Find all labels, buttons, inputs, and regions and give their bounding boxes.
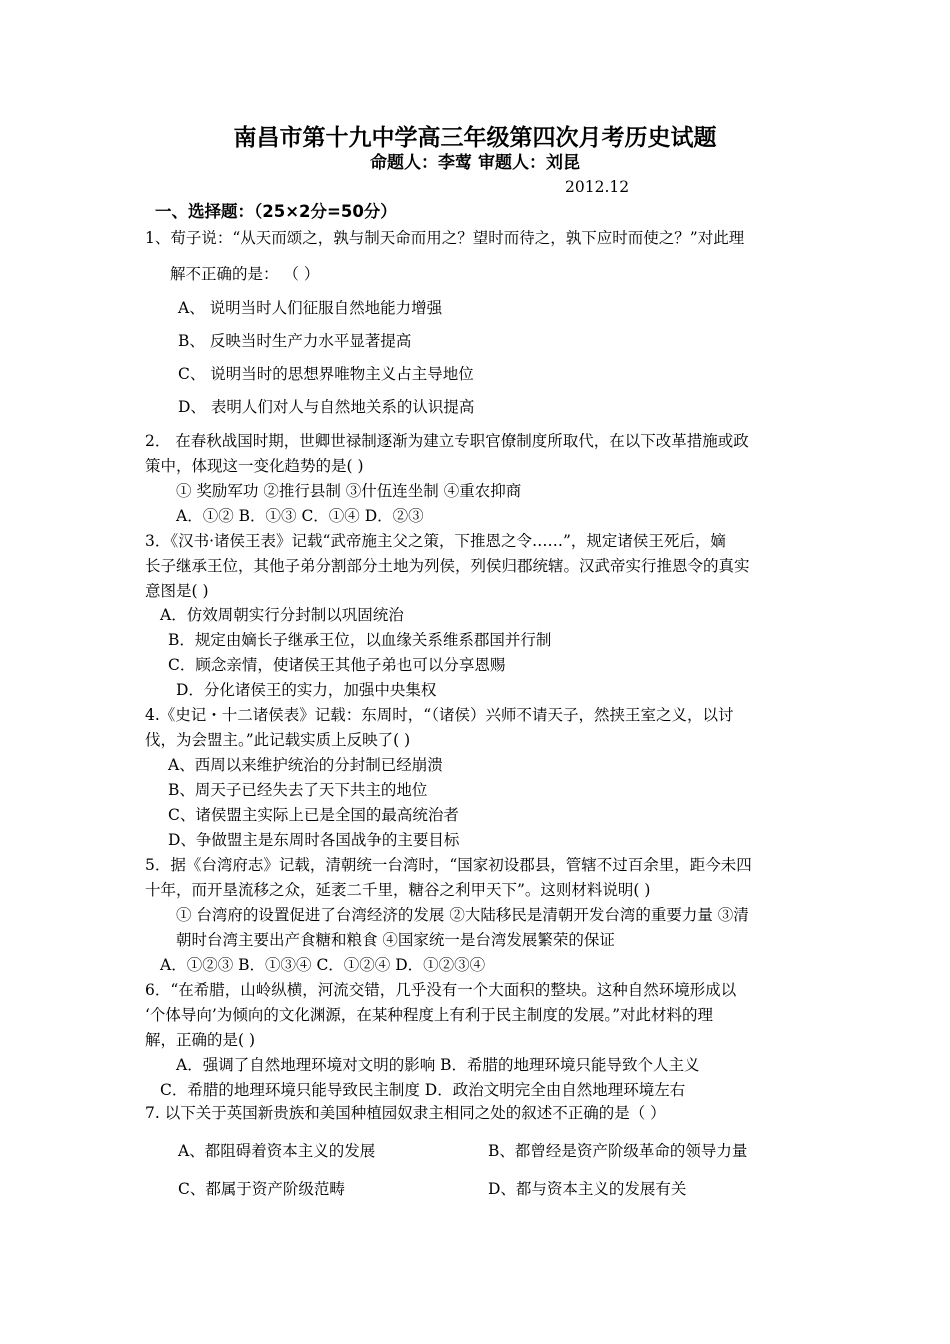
q5-items-line1: ① 台湾府的设置促进了台湾经济的发展 ②大陆移民是清朝开发台湾的重要力量 ③清 [176,906,749,924]
q3-option-b: B．规定由嫡长子继承王位，以血缘关系维系郡国并行制 [168,631,552,649]
q3-stem-line1: 3．《汉书·诸侯王表》记载“武帝施主父之策，下推恩之令……”，规定诸侯王死后，嫡 [145,532,726,550]
q3-option-c: C．顾念亲情，使诸侯王其他子弟也可以分享恩赐 [168,656,506,674]
q6-options-cd: C．希腊的地理环境只能导致民主制度 D．政治文明完全由自然地理环境左右 [160,1081,686,1099]
q4-option-d: D、争做盟主是东周时各国战争的主要目标 [168,831,460,849]
q7-option-a: A、都阻碍着资本主义的发展 [178,1142,376,1160]
q6-stem-line3: 解，正确的是( ) [145,1031,256,1049]
q1-stem-line2: 解不正确的是： （ ） [170,265,320,283]
q2-options: A．①② B．①③ C．①④ D．②③ [176,507,424,525]
q6-stem-line2: ‘个体导向’为倾向的文化渊源，在某种程度上有利于民主制度的发展。”对此材料的理 [145,1006,714,1024]
q4-option-b: B、周天子已经失去了天下共主的地位 [168,781,428,799]
q1-option-b: B、 反映当时生产力水平显著提高 [178,332,412,350]
q4-option-a: A、西周以来维护统治的分封制已经崩溃 [168,756,443,774]
q5-stem-line2: 十年，而开垦流移之众，延袤二千里，糖谷之利甲天下”。这则材料说明( ) [145,881,651,899]
q4-option-c: C、诸侯盟主实际上已是全国的最高统治者 [168,806,459,824]
exam-authors: 命题人：李莺 审题人：刘昆 [370,153,580,173]
q3-stem-line2: 长子继承王位，其他子弟分割部分土地为列侯，列侯归郡统辖。汉武帝实行推恩令的真实 [145,557,750,575]
q5-items-line2: 朝时台湾主要出产食糖和粮食 ④国家统一是台湾发展繁荣的保证 [176,931,615,949]
q1-option-d: D、 表明人们对人与自然地关系的认识提高 [178,398,475,416]
q4-stem-line1: 4.《史记・十二诸侯表》记载：东周时，“（诸侯）兴师不请天子，然挟王室之义，以讨 [145,706,734,724]
q6-stem-line1: 6．“在希腊，山岭纵横，河流交错，几乎没有一个大面积的整块。这种自然环境形成以 [145,981,737,999]
section-heading: 一、选择题：（25×2分=50分） [155,202,397,221]
q1-stem-line1: 1、荀子说：“从天而颂之，孰与制天命而用之？望时而待之，孰下应时而使之？”对此理 [145,229,745,247]
q3-option-d: D．分化诸侯王的实力，加强中央集权 [176,681,437,699]
q5-stem-line1: 5．据《台湾府志》记载，清朝统一台湾时，“国家初设郡县，管辖不过百余里，距今未四 [145,856,752,874]
exam-date: 2012.12 [565,178,630,196]
q7-option-d: D、都与资本主义的发展有关 [488,1180,687,1198]
q5-options: A．①②③ B．①③④ C．①②④ D．①②③④ [160,956,486,974]
exam-title: 南昌市第十九中学高三年级第四次月考历史试题 [233,125,717,151]
q3-stem-line3: 意图是( ) [145,582,209,600]
q2-stem-line2: 策中，体现这一变化趋势的是( ) [145,457,364,475]
q3-option-a: A．仿效周朝实行分封制以巩固统治 [160,606,404,624]
q7-stem: 7. 以下关于英国新贵族和美国种植园奴隶主相同之处的叙述不正确的是（ ） [145,1104,666,1122]
q4-stem-line2: 伐，为会盟主。”此记载实质上反映了( ) [145,731,411,749]
q2-items: ① 奖励军功 ②推行县制 ③什伍连坐制 ④重农抑商 [176,482,522,500]
q1-option-a: A、 说明当时人们征服自然地能力增强 [178,299,443,317]
q2-stem-line1: 2． 在春秋战国时期，世卿世禄制逐渐为建立专职官僚制度所取代，在以下改革措施或政 [145,432,749,450]
q6-options-ab: A．强调了自然地理环境对文明的影响 B．希腊的地理环境只能导致个人主义 [176,1056,700,1074]
q7-option-c: C、都属于资产阶级范畴 [178,1180,345,1198]
q1-option-c: C、 说明当时的思想界唯物主义占主导地位 [178,365,474,383]
q7-option-b: B、都曾经是资产阶级革命的领导力量 [488,1142,748,1160]
